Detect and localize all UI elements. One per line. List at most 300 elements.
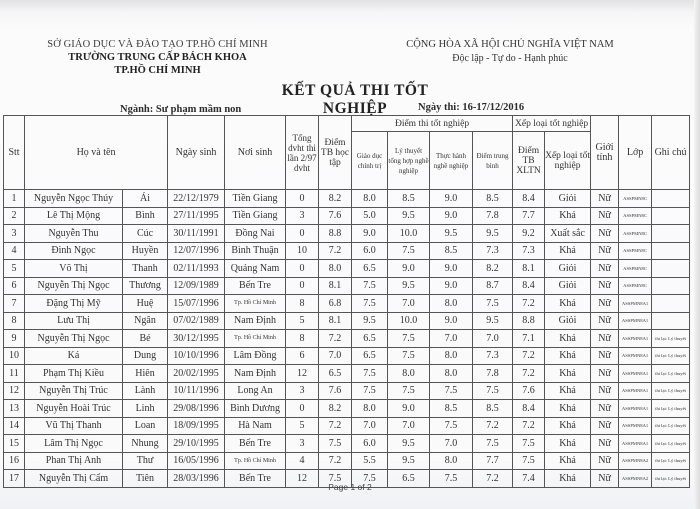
cell-rank: Khá — [545, 417, 591, 435]
cell-xltn: 7.2 — [513, 347, 545, 365]
cell-first-name: Lành — [123, 382, 168, 400]
cell-birthplace: Nam Định — [225, 365, 286, 383]
cell-note: thi lại: Lý thuyết — [652, 365, 690, 383]
cell-politics: 9.0 — [352, 225, 388, 243]
cell-practice: 9.0 — [430, 260, 473, 278]
cell-class: ASSPMN8A1 — [619, 417, 652, 435]
cell-exam-avg: 7.5 — [473, 295, 513, 313]
cell-last-name: Lâm Thị Ngọc — [25, 435, 123, 453]
cell-birthplace: Quảng Nam — [225, 260, 286, 278]
cell-first-name: Thanh — [123, 260, 168, 278]
cell-xltn: 7.1 — [513, 330, 545, 348]
cell-last-name: Đặng Thị Mỹ — [25, 295, 123, 313]
cell-gpa: 7.2 — [319, 417, 352, 435]
col-politics: Giáo dục chính trị — [352, 132, 388, 190]
table-row — [4, 295, 690, 313]
cell-credits: 5 — [286, 312, 319, 330]
col-exam-avg: Điểm trung bình — [473, 132, 513, 190]
cell-last-name: Đinh Ngọc — [25, 242, 123, 260]
cell-dob: 02/11/1993 — [168, 260, 225, 278]
cell-gpa: 8.1 — [319, 277, 352, 295]
scan-top-edge — [0, 0, 700, 12]
cell-first-name: Tiên — [123, 470, 168, 488]
cell-politics: 6.0 — [352, 435, 388, 453]
cell-note — [652, 295, 690, 313]
cell-gender: Nữ — [591, 347, 619, 365]
col-practice: Thực hành nghề nghiệp — [430, 132, 473, 190]
col-gender: Giới tính — [591, 116, 619, 190]
cell-practice: 8.0 — [430, 295, 473, 313]
cell-gender: Nữ — [591, 452, 619, 470]
table-row — [4, 225, 690, 243]
cell-politics: 8.0 — [352, 190, 388, 208]
cell-theory: 9.5 — [388, 435, 430, 453]
cell-credits: 0 — [286, 277, 319, 295]
cell-birthplace: Nam Định — [225, 312, 286, 330]
cell-birthplace: Tiền Giang — [225, 190, 286, 208]
cell-xltn: 7.5 — [513, 435, 545, 453]
cell-exam-avg: 9.5 — [473, 225, 513, 243]
cell-rank: Khá — [545, 435, 591, 453]
table-row — [4, 452, 690, 470]
cell-politics: 7.5 — [352, 470, 388, 488]
cell-rank: Khá — [545, 382, 591, 400]
cell-exam-avg: 7.2 — [473, 470, 513, 488]
cell-theory: 9.0 — [388, 400, 430, 418]
results-table — [3, 115, 690, 488]
table-row — [4, 417, 690, 435]
cell-birthplace: Tp. Hồ Chí Minh — [225, 295, 286, 313]
cell-gpa: 7.6 — [319, 207, 352, 225]
national-motto: Độc lập - Tự do - Hạnh phúc — [452, 53, 568, 64]
cell-gender: Nữ — [591, 365, 619, 383]
cell-practice: 9.0 — [430, 312, 473, 330]
cell-gpa: 7.5 — [319, 435, 352, 453]
cell-gpa: 8.2 — [319, 190, 352, 208]
school-name: TRƯỜNG TRUNG CẤP BÁCH KHOA — [68, 52, 247, 63]
scan-right-edge — [694, 0, 700, 509]
cell-rank: Khá — [545, 470, 591, 488]
cell-class: ASSPMN8A1 — [619, 295, 652, 313]
cell-xltn: 7.5 — [513, 452, 545, 470]
cell-xltn: 8.4 — [513, 400, 545, 418]
cell-stt: 2 — [4, 207, 25, 225]
cell-practice: 9.0 — [430, 190, 473, 208]
cell-stt: 4 — [4, 242, 25, 260]
cell-theory: 9.0 — [388, 260, 430, 278]
cell-last-name: Nguyễn Ngọc Thúy — [25, 190, 123, 208]
cell-last-name: Nguyễn Thị Cẩm — [25, 470, 123, 488]
cell-class: ASSPMN8A2 — [619, 452, 652, 470]
cell-gender: Nữ — [591, 225, 619, 243]
cell-dob: 27/11/1995 — [168, 207, 225, 225]
table-row — [4, 347, 690, 365]
cell-last-name: Lưu Thị — [25, 312, 123, 330]
cell-practice: 8.0 — [430, 347, 473, 365]
cell-credits: 12 — [286, 365, 319, 383]
cell-stt: 1 — [4, 190, 25, 208]
cell-practice: 8.0 — [430, 452, 473, 470]
col-class: Lớp — [619, 116, 652, 190]
cell-stt: 10 — [4, 347, 25, 365]
cell-theory: 9.5 — [388, 277, 430, 295]
cell-birthplace: Bến Tre — [225, 277, 286, 295]
cell-first-name: Ái — [123, 190, 168, 208]
cell-credits: 0 — [286, 400, 319, 418]
cell-first-name: Cúc — [123, 225, 168, 243]
cell-exam-avg: 7.3 — [473, 242, 513, 260]
cell-class: ASSPMN8A1 — [619, 347, 652, 365]
cell-theory: 8.5 — [388, 190, 430, 208]
cell-first-name: Thương — [123, 277, 168, 295]
cell-dob: 12/07/1996 — [168, 242, 225, 260]
cell-note: thi lại: Lý thuyết — [652, 347, 690, 365]
cell-stt: 17 — [4, 470, 25, 488]
cell-last-name: Phan Thị Anh — [25, 452, 123, 470]
cell-stt: 13 — [4, 400, 25, 418]
table-row — [4, 400, 690, 418]
cell-politics: 6.5 — [352, 260, 388, 278]
cell-stt: 14 — [4, 417, 25, 435]
cell-practice: 8.5 — [430, 400, 473, 418]
cell-credits: 8 — [286, 295, 319, 313]
cell-last-name: Nguyễn Hoài Trúc — [25, 400, 123, 418]
cell-dob: 10/11/1996 — [168, 382, 225, 400]
col-credits: Tổng dvht thi lần 2/97 dvht — [286, 116, 319, 190]
col-rank: Xếp loại tốt nghiệp — [545, 132, 591, 190]
cell-rank: Giỏi — [545, 190, 591, 208]
cell-politics: 7.5 — [352, 277, 388, 295]
cell-birthplace: Bến Tre — [225, 470, 286, 488]
cell-first-name: Dung — [123, 347, 168, 365]
cell-dob: 22/12/1979 — [168, 190, 225, 208]
cell-credits: 5 — [286, 417, 319, 435]
cell-theory: 7.5 — [388, 382, 430, 400]
table-row — [4, 207, 690, 225]
cell-birthplace: Đồng Nai — [225, 225, 286, 243]
cell-note — [652, 225, 690, 243]
cell-theory: 8.0 — [388, 365, 430, 383]
cell-note — [652, 260, 690, 278]
cell-note: thi lại: Lý thuyết — [652, 470, 690, 488]
cell-birthplace: Bình Thuận — [225, 242, 286, 260]
table-row — [4, 435, 690, 453]
cell-credits: 12 — [286, 470, 319, 488]
table-row — [4, 260, 690, 278]
cell-theory: 10.0 — [388, 312, 430, 330]
header-row-1 — [4, 116, 690, 132]
table-row — [4, 312, 690, 330]
cell-dob: 30/12/1995 — [168, 330, 225, 348]
table-row — [4, 330, 690, 348]
school-city: TP.HỒ CHÍ MINH — [114, 65, 201, 76]
cell-gender: Nữ — [591, 295, 619, 313]
cell-credits: 0 — [286, 225, 319, 243]
cell-theory: 10.0 — [388, 225, 430, 243]
cell-class: ASSPMN8A1 — [619, 365, 652, 383]
col-dob: Ngày sinh — [168, 116, 225, 190]
cell-class: ASSPMN8C — [619, 242, 652, 260]
cell-stt: 8 — [4, 312, 25, 330]
cell-credits: 6 — [286, 347, 319, 365]
cell-practice: 9.5 — [430, 225, 473, 243]
table-row — [4, 242, 690, 260]
cell-birthplace: Tp. Hồ Chí Minh — [225, 452, 286, 470]
cell-gpa: 8.1 — [319, 312, 352, 330]
cell-exam-avg: 8.5 — [473, 400, 513, 418]
col-note: Ghi chú — [652, 116, 690, 190]
cell-exam-avg: 7.7 — [473, 452, 513, 470]
cell-stt: 9 — [4, 330, 25, 348]
cell-theory: 7.5 — [388, 347, 430, 365]
cell-credits: 8 — [286, 330, 319, 348]
cell-dob: 07/02/1989 — [168, 312, 225, 330]
table-row — [4, 382, 690, 400]
cell-dob: 15/07/1996 — [168, 295, 225, 313]
cell-theory: 9.5 — [388, 452, 430, 470]
cell-practice: 8.5 — [430, 242, 473, 260]
col-theory: Lý thuyết tổng hợp nghề nghiệp — [388, 132, 430, 190]
cell-exam-avg: 7.8 — [473, 365, 513, 383]
cell-exam-avg: 7.2 — [473, 417, 513, 435]
cell-class: ASSPMN8A2 — [619, 470, 652, 488]
table-row — [4, 277, 690, 295]
cell-stt: 11 — [4, 365, 25, 383]
cell-last-name: Nguyễn Thị Ngọc — [25, 277, 123, 295]
cell-class: ASSPMN8A1 — [619, 330, 652, 348]
cell-class: ASSPMN8C — [619, 225, 652, 243]
cell-gender: Nữ — [591, 435, 619, 453]
cell-class: ASSPMN8A1 — [619, 312, 652, 330]
cell-practice: 7.0 — [430, 330, 473, 348]
cell-xltn: 8.4 — [513, 190, 545, 208]
cell-exam-avg: 7.5 — [473, 382, 513, 400]
cell-exam-avg: 7.5 — [473, 435, 513, 453]
cell-last-name: Vũ Thị Thanh — [25, 417, 123, 435]
cell-note — [652, 190, 690, 208]
cell-practice: 8.0 — [430, 365, 473, 383]
cell-xltn: 7.2 — [513, 365, 545, 383]
cell-dob: 28/03/1996 — [168, 470, 225, 488]
cell-last-name: Nguyễn Thị Trúc — [25, 382, 123, 400]
table-row — [4, 365, 690, 383]
cell-rank: Khá — [545, 295, 591, 313]
cell-gender: Nữ — [591, 470, 619, 488]
country-name: CỘNG HÒA XÃ HỘI CHỦ NGHĨA VIỆT NAM — [406, 39, 614, 50]
col-birthplace: Nơi sinh — [225, 116, 286, 190]
cell-politics: 6.5 — [352, 347, 388, 365]
cell-rank: Khá — [545, 330, 591, 348]
cell-xltn: 8.1 — [513, 260, 545, 278]
cell-gender: Nữ — [591, 330, 619, 348]
cell-birthplace: Bến Tre — [225, 435, 286, 453]
cell-credits: 10 — [286, 242, 319, 260]
cell-rank: Xuất sắc — [545, 225, 591, 243]
col-xltn: Điểm TB XLTN — [513, 132, 545, 190]
cell-stt: 12 — [4, 382, 25, 400]
cell-theory: 9.5 — [388, 207, 430, 225]
cell-exam-avg: 9.5 — [473, 312, 513, 330]
cell-rank: Giỏi — [545, 277, 591, 295]
cell-note: thi lại: Lý thuyết — [652, 452, 690, 470]
cell-gpa: 7.5 — [319, 470, 352, 488]
cell-exam-avg: 7.3 — [473, 347, 513, 365]
cell-politics: 5.5 — [352, 452, 388, 470]
cell-gpa: 6.8 — [319, 295, 352, 313]
cell-first-name: Linh — [123, 400, 168, 418]
cell-last-name: Võ Thị — [25, 260, 123, 278]
cell-stt: 5 — [4, 260, 25, 278]
cell-rank: Khá — [545, 400, 591, 418]
cell-practice: 7.5 — [430, 470, 473, 488]
cell-first-name: Huệ — [123, 295, 168, 313]
cell-xltn: 9.2 — [513, 225, 545, 243]
cell-politics: 7.5 — [352, 365, 388, 383]
cell-note: thi lại: Lý thuyết — [652, 417, 690, 435]
cell-gpa: 6.5 — [319, 365, 352, 383]
cell-dob: 12/09/1989 — [168, 277, 225, 295]
cell-gender: Nữ — [591, 382, 619, 400]
cell-stt: 7 — [4, 295, 25, 313]
col-group-ranking: Xếp loại tốt nghiệp — [513, 116, 591, 132]
cell-credits: 0 — [286, 190, 319, 208]
cell-stt: 16 — [4, 452, 25, 470]
cell-xltn: 7.2 — [513, 295, 545, 313]
cell-theory: 7.0 — [388, 295, 430, 313]
cell-exam-avg: 8.2 — [473, 260, 513, 278]
cell-gender: Nữ — [591, 400, 619, 418]
cell-theory: 7.0 — [388, 417, 430, 435]
cell-politics: 6.0 — [352, 242, 388, 260]
cell-xltn: 8.8 — [513, 312, 545, 330]
col-stt: Stt — [4, 116, 25, 190]
cell-credits: 4 — [286, 452, 319, 470]
cell-dob: 29/10/1995 — [168, 435, 225, 453]
cell-rank: Khá — [545, 365, 591, 383]
cell-birthplace: Bình Dương — [225, 400, 286, 418]
institution-header — [40, 38, 275, 77]
col-gpa: Điểm TB học tập — [319, 116, 352, 190]
cell-rank: Khá — [545, 207, 591, 225]
cell-credits: 3 — [286, 435, 319, 453]
cell-practice: 7.5 — [430, 382, 473, 400]
cell-rank: Khá — [545, 242, 591, 260]
cell-practice: 7.5 — [430, 417, 473, 435]
cell-xltn: 7.7 — [513, 207, 545, 225]
cell-birthplace: Long An — [225, 382, 286, 400]
cell-xltn: 7.2 — [513, 417, 545, 435]
cell-class: ASSPMN8C — [619, 207, 652, 225]
document-title: KẾT QUẢ THI TỐT NGHIỆP — [281, 82, 429, 117]
cell-note: thi lại: Lý thuyết — [652, 330, 690, 348]
cell-note — [652, 207, 690, 225]
cell-practice: 7.0 — [430, 435, 473, 453]
cell-gender: Nữ — [591, 277, 619, 295]
cell-first-name: Bình — [123, 207, 168, 225]
cell-first-name: Hiên — [123, 365, 168, 383]
cell-stt: 3 — [4, 225, 25, 243]
cell-note — [652, 242, 690, 260]
cell-first-name: Ngân — [123, 312, 168, 330]
cell-gpa: 7.2 — [319, 330, 352, 348]
cell-last-name: Ká — [25, 347, 123, 365]
cell-politics: 7.0 — [352, 417, 388, 435]
cell-exam-avg: 8.5 — [473, 190, 513, 208]
cell-stt: 15 — [4, 435, 25, 453]
cell-theory: 7.5 — [388, 242, 430, 260]
cell-practice: 9.0 — [430, 207, 473, 225]
cell-gpa: 7.6 — [319, 382, 352, 400]
cell-note — [652, 312, 690, 330]
national-header — [390, 38, 630, 66]
page-indicator: Page 1 of 2 — [328, 482, 372, 492]
cell-gender: Nữ — [591, 242, 619, 260]
cell-class: ASSPMN8A1 — [619, 435, 652, 453]
col-group-exam-scores: Điểm thi tốt nghiệp — [352, 116, 513, 132]
cell-note: thi lại: Lý thuyết — [652, 382, 690, 400]
cell-last-name: Lê Thị Mộng — [25, 207, 123, 225]
cell-note: thi lại: Lý thuyết — [652, 400, 690, 418]
exam-date-label: Ngày thi: 16-17/12/2016 — [418, 102, 525, 113]
cell-note — [652, 277, 690, 295]
cell-dob: 20/02/1995 — [168, 365, 225, 383]
cell-dob: 29/08/1996 — [168, 400, 225, 418]
cell-gender: Nữ — [591, 207, 619, 225]
cell-xltn: 7.4 — [513, 470, 545, 488]
cell-credits: 3 — [286, 207, 319, 225]
cell-politics: 7.5 — [352, 382, 388, 400]
cell-note: thi lại: Lý thuyết — [652, 435, 690, 453]
cell-dob: 18/09/1995 — [168, 417, 225, 435]
cell-class: ASSPMN8A1 — [619, 400, 652, 418]
cell-politics: 9.5 — [352, 312, 388, 330]
cell-politics: 6.5 — [352, 330, 388, 348]
cell-theory: 7.5 — [388, 330, 430, 348]
cell-xltn: 7.3 — [513, 242, 545, 260]
cell-xltn: 8.4 — [513, 277, 545, 295]
major-label: Ngành: Sư phạm mầm non — [120, 104, 242, 115]
cell-gpa: 8.0 — [319, 260, 352, 278]
cell-class: ASSPMN8C — [619, 277, 652, 295]
cell-xltn: 7.6 — [513, 382, 545, 400]
cell-last-name: Phạm Thị Kiều — [25, 365, 123, 383]
cell-birthplace: Tiền Giang — [225, 207, 286, 225]
cell-class: ASSPMN8C — [619, 190, 652, 208]
cell-first-name: Bé — [123, 330, 168, 348]
cell-birthplace: Hà Nam — [225, 417, 286, 435]
cell-class: ASSPMN8C — [619, 260, 652, 278]
department-name: SỞ GIÁO DỤC VÀ ĐÀO TẠO TP.HỒ CHÍ MINH — [47, 39, 268, 50]
cell-gpa: 8.8 — [319, 225, 352, 243]
cell-gpa: 7.0 — [319, 347, 352, 365]
cell-politics: 8.0 — [352, 400, 388, 418]
cell-last-name: Nguyễn Thu — [25, 225, 123, 243]
cell-credits: 0 — [286, 260, 319, 278]
cell-class: ASSPMN8A1 — [619, 382, 652, 400]
cell-exam-avg: 7.0 — [473, 330, 513, 348]
cell-dob: 10/10/1996 — [168, 347, 225, 365]
cell-birthplace: Tp. Hồ Chí Minh — [225, 330, 286, 348]
cell-practice: 9.0 — [430, 277, 473, 295]
cell-credits: 3 — [286, 382, 319, 400]
cell-rank: Khá — [545, 347, 591, 365]
cell-dob: 30/11/1991 — [168, 225, 225, 243]
cell-exam-avg: 8.7 — [473, 277, 513, 295]
cell-first-name: Huyền — [123, 242, 168, 260]
cell-exam-avg: 7.8 — [473, 207, 513, 225]
cell-rank: Khá — [545, 452, 591, 470]
cell-gender: Nữ — [591, 190, 619, 208]
